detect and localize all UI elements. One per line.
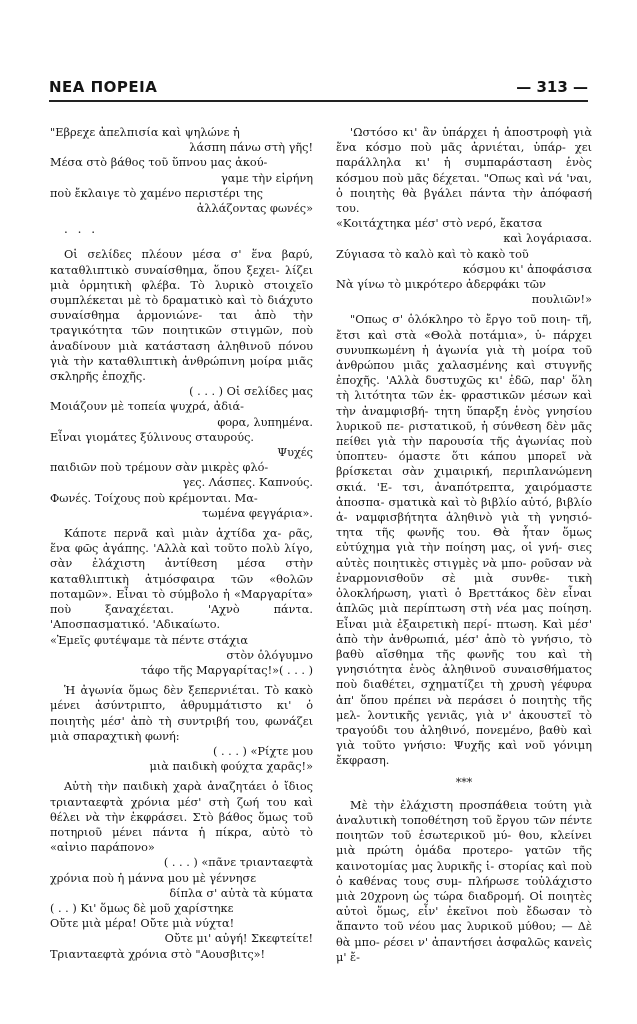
- verse-line: δίπλα σ' αὐτὰ τὰ κύματα: [169, 886, 313, 900]
- paragraph: [336, 798, 592, 965]
- verse-line: γες. Λάσπες. Καπνούς.: [182, 476, 313, 490]
- verse-line: παιδιῶν ποὺ τρέμουν σὰν μικρὲς φλό-: [50, 461, 269, 475]
- paragraph-text: "Οπως σ' ὁλόκληρο τὸ ἔργο τοῦ ποιη- τῆ, ἔτσι καὶ στὰ «Θολὰ ποτάμια», ὑ- πάρχει συνυπκωμένη ἡ ἀγωνία γιὰ τὴ μοίρα τοῦ ἀνθρώπου μιᾶς χαλασμένης καὶ στυγνῆς ἐποχῆς. 'Αλλὰ δυστυχῶς κι' ἐδῶ, παρ' ὅλη τὴ λιτότητα τῶν ἐκ- φραστικῶν μέσων καὶ τὴν ἀναμφισβή- τητη ὕπαρξη ἑνὸς γνησίου λυρικοῦ πε- ριστατικοῦ, ἡ σύνθεση δὲν μᾶς πείθει γιὰ τὴν παρουσία τῆς ἀγωνίας ποὺ ὑποπτευ- όμαστε ὅτι κάπου μπορεῖ νὰ βρίσκεται σὰν χιμαιρική, περιπλανώμενη σκιά. 'Ε- τσι, ἀναπότρεπτα, χαιρόμαστε ἀποσπα- σματικὰ καὶ τὸ βιβλίο αὐτό, βιβλίο ἀ- ναμφισβήτητα ἀληθινὸ γιὰ τὴ γνησιό- τητα τῆς φωνῆς του. Θὰ ἦταν ὅμως εὐτύχημα γιὰ τὴν ποίηση μας, οἱ γνή- σιες αὐτὲς ποιητικὲς στιγμὲς νὰ μπο- ροῦσαν νὰ ἐναρμονισθοῦν σὲ μιὰ συνθε- τικὴ ὁλοκλήρωση, γιατὶ ὁ Βρεττάκος δὲν εἶναι ἁπλῶς μιὰ περίπτωση στὴ νέα μας ποίηση. Εἶναι μιὰ ἐξαιρετικὴ περί- πτωση. Καὶ μέσ' ἀπὸ τὴν ἀνθρωπιά, μέσ' ἀπὸ τὸ γνήσιο, τὸ βαθὺ αἴσθημα τῆς φωνῆς του καὶ τὴ γνησιότητα ἑνὸς ἀληθινοῦ συναισθήματος ποὺ διαθέτει, σχηματίζει τὴ χρυσὴ γέφυρα ἀπ' ὅπου πρέπει νὰ περάσει ὁ ποιητὴς τῆς μελ- λοντικῆς γενιᾶς, γιὰ ν' ἀκουστεῖ τὸ τραγούδι του ἀληθινό, πονεμένο, βαθὺ καὶ γιὰ τοῦτο γνήσιο: Ψυχῆς καὶ νοῦ γόνιμη ἔκφραση.: [336, 313, 592, 768]
- verse-line: στὸν ὁλόγυμνο: [226, 648, 313, 662]
- verse-line: Μοιάζουν μὲ τοπεία ψυχρά, ἀδιά-: [50, 400, 244, 414]
- verse-quote-3: [50, 633, 313, 679]
- verse-quote-5: [50, 855, 313, 961]
- verse-line: "Εβρεχε ἀπελπισία καὶ ψηλώνε ἡ: [50, 126, 240, 139]
- journal-title: ΝΕΑ ΠΟΡΕΙΑ: [49, 78, 158, 96]
- paragraph: [336, 312, 592, 768]
- verse-line: ( . . . ) «Ρίχτε μου: [212, 744, 313, 758]
- paragraph-text: Οἱ σελίδες πλέουν μέσα σ' ἕνα βαρύ, καταθλιπτικὸ συναίσθημα, ὅπου ξεχει- λίζει μιὰ ὁρμητικὴ φλέβα. Τὸ λυρικὸ στοιχεῖο συμπλέκεται μὲ τὸ δραματικὸ καὶ τὸ διάχυτο συναίσθημα ἁρμονιώνε- ται ἀπὸ τὴν τραγικότητα τῶν ποιητικῶν στιγμῶν, ποὺ ἀναδίνουν μιὰ κατάσταση ἀληθινοῦ πόνου γιὰ τὴν καταθλιπτικὴ ἀνθρώπινη μοίρα μιᾶς σκληρῆς ἐποχῆς.: [50, 248, 313, 384]
- verse-line: πουλιῶν!»: [531, 293, 592, 307]
- header-rule: [49, 100, 588, 102]
- verse-quote-6: [336, 216, 592, 307]
- paragraph: [50, 779, 313, 855]
- verse-line: Ζύγιασα τὸ καλὸ καὶ τὸ κακὸ τοῦ: [336, 247, 529, 261]
- verse-line: ἀλλάζοντας φωνές»: [196, 202, 313, 216]
- paragraph-text: Αὐτὴ τὴν παιδικὴ χαρὰ ἀναζητάει ὁ ἴδιος τριανταεφτὰ χρόνια μέσ' στὴ ζωή του καὶ θέλει νὰ τὴν ἐκφράσει. Στὸ βάθος ὅμως τοῦ ποτηριοῦ μένει πάντα ἡ πίκρα, αὐτὸ τὸ «αἰνιο παράπονο»: [50, 780, 313, 855]
- verse-line: τάφο τῆς Μαργαρίτας!»( . . . ): [140, 663, 313, 677]
- verse-quote-1: [50, 125, 313, 216]
- paragraph: [336, 125, 592, 216]
- verse-line: λάσπη πάνω στὴ γῆς!: [189, 141, 313, 155]
- verse-line: τωμένα φεγγάρια».: [202, 506, 313, 520]
- left-column: [50, 125, 313, 967]
- paragraph: [50, 526, 313, 632]
- right-column: [336, 125, 592, 965]
- verse-line: ποὺ ἔκλαιγε τὸ χαμένο περιστέρι της: [50, 186, 263, 200]
- verse-line: μιὰ παιδικὴ φούχτα χαρᾶς!»: [149, 760, 313, 774]
- verse-line: χρόνια ποὺ ἡ μάννα μου μὲ γέννησε: [50, 871, 257, 885]
- verse-line: ( . . . ) «πᾶνε τριανταεφτὰ: [163, 856, 313, 870]
- verse-line: Μέσα στὸ βάθος τοῦ ὕπνου μας ἀκού-: [50, 156, 268, 170]
- verse-line: Τριανταεφτὰ χρόνια στὸ "Αουσβιτς»!: [50, 947, 266, 961]
- running-header: [49, 78, 588, 104]
- verse-line: Εἶναι γιομάτες ξύλινους σταυρούς.: [50, 430, 254, 444]
- verse-line: καὶ λογάριασα.: [503, 232, 592, 246]
- ellipsis-separator: . . .: [64, 222, 99, 237]
- verse-line: γαμε τὴν εἰρήνη: [221, 171, 313, 185]
- paragraph: [50, 683, 313, 744]
- verse-line: Οὔτε μιὰ μέρα! Οὔτε μιὰ νύχτα!: [50, 917, 235, 931]
- paragraph-text: 'Ωστόσο κι' ἂν ὑπάρχει ἡ ἀποστροφὴ γιὰ ἕνα κόσμο ποὺ μᾶς ἀρνιέται, ὑπάρ- χει παράλληλα κι' ἡ συμπαράσταση ἑνὸς κόσμου ποὺ μᾶς δέχεται. "Οπως καὶ νά 'ναι, ὁ ποιητὴς θὰ βγάλει πάντα τὴν ἀπόφασή του.: [336, 126, 592, 216]
- verse-line: «Κοιτάχτηκα μέσ' στὸ νερό, ἔκατσα: [336, 217, 543, 231]
- paragraph-text: Μὲ τὴν ἐλάχιστη προσπάθεια τούτη γιὰ ἀναλυτικὴ τοποθέτηση τοῦ ἔργου τῶν πέντε ποιητῶν τοῦ ἐσωτερικοῦ μύ- θου, κλείνει μιὰ πρώτη ὁμάδα προτερο- γατῶν τῆς καινοτομίας μας λυρικῆς ἱ- στορίας καὶ ποὺ ὁ καθένας τους συμ- πλήρωσε τοὐλάχιστο μιὰ 20χρονη ὡς τώρα διαδρομή. Οἱ ποιητὲς αὐτοὶ ὅμως, εἶν' ἐκεῖνοι ποὺ ἔδωσαν τὸ ἅπαντο τοῦ νέου μας λυρικοῦ μύθου; — Δὲ θὰ μπο- ρέσει ν' ἀπαντήσει ἀσφαλῶς κανεὶς μ' ἔ-: [336, 798, 592, 964]
- verse-line: κόσμου κι' ἀποφάσισα: [462, 262, 592, 276]
- paragraph-text: Ἡ ἀγωνία ὅμως δὲν ξεπερνιέται. Τὸ κακὸ μένει ἀσύντριπτο, ἀθρυμμάτιστο κι' ὁ ποιητὴς μέσ' ἀπὸ τὴ συντριβή του, φωνάζει μιὰ σπαραχτικὴ φωνή:: [50, 684, 313, 743]
- verse-line: ( . . . ) Οἱ σελίδες μας: [189, 385, 313, 399]
- paragraph-text: Κάποτε περνᾶ καὶ μιὰν ἀχτίδα χα- ρᾶς, ἕνα φῶς ἀγάπης. 'Αλλὰ καὶ τοῦτο πολὺ λίγο, σὰν ἐλάχιστη ἀντίθεση μέσα στὴν καταθλιπτικὴ ἀτμόσφαιρα τῶν «θολῶν ποταμῶν». Εἶναι τὸ σύμβολο ἡ «Μαργαρίτα» ποὺ ξαναχέεται. 'Αχνὸ πάντα. 'Αποσπασματικό. 'Αδικαίωτο.: [50, 527, 313, 632]
- verse-line: Οὔτε μι' αὐγή! Σκεφτείτε!: [164, 932, 313, 946]
- paragraph: [50, 247, 313, 384]
- verse-line: ( . . ) Κι' ὅμως δὲ μοῦ χαρίστηκε: [50, 901, 234, 915]
- verse-quote-4: [50, 744, 313, 774]
- page-number: — 313 —: [516, 78, 588, 96]
- section-separator-stars: ***: [455, 775, 473, 789]
- verse-line: Φωνές. Τοίχους ποὺ κρέμονται. Μα-: [50, 491, 258, 505]
- verse-quote-2: [50, 384, 313, 521]
- verse-line: φορα, λυπημένα.: [217, 415, 313, 429]
- verse-line: Ψυχές: [277, 446, 313, 460]
- verse-line: «Ἐμεῖς φυτέψαμε τὰ πέντε στάχια: [50, 633, 249, 647]
- verse-line: Νὰ γίνω τὸ μικρότερο ἀδερφάκι τῶν: [336, 278, 546, 292]
